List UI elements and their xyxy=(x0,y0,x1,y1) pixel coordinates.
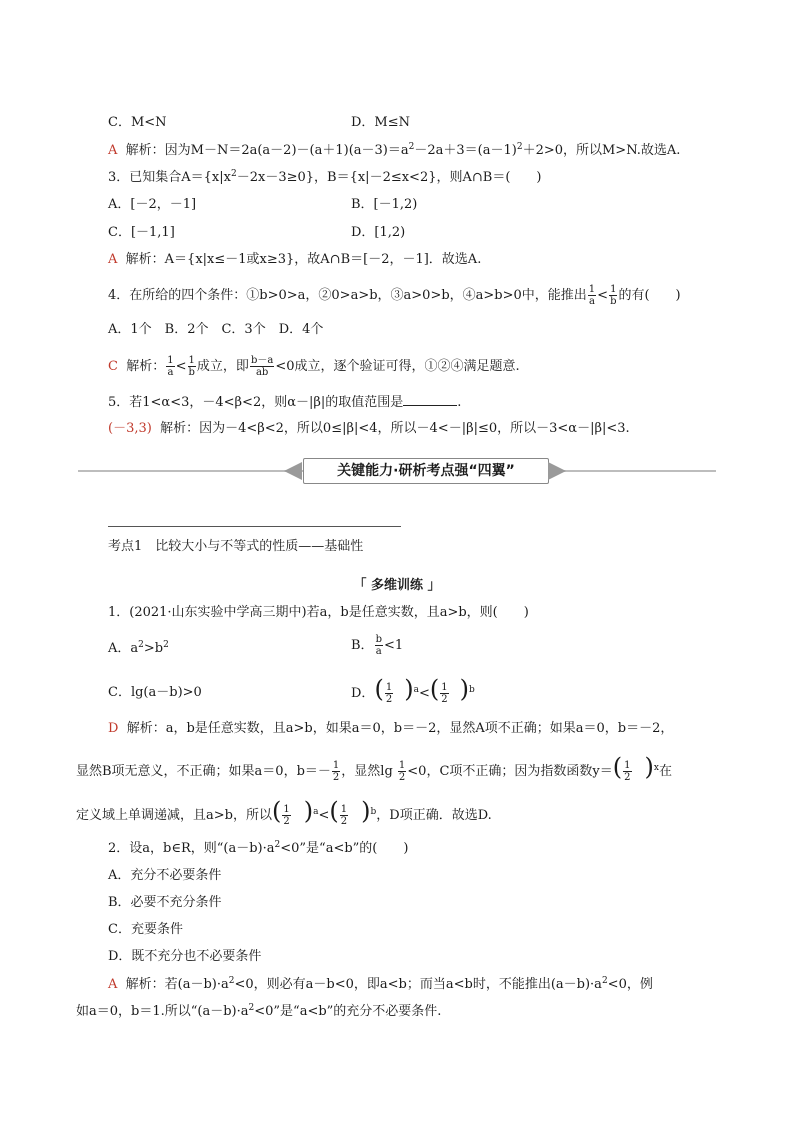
q3-option-c: C．[－1,1] xyxy=(108,225,175,240)
answer-7-line2: 如a＝0，b＝1.所以“$(a-b)\cdot a^2<0$”是“a<b”的充分不必要条件. xyxy=(76,1003,442,1019)
superscript: 2 xyxy=(408,142,415,152)
answer-tag: D xyxy=(108,721,119,736)
fraction: $\frac{b}{a}$ xyxy=(375,634,382,657)
answer-text: 解析：因为M－N＝2a(a－2)－(a＋1)(a－3)＝a xyxy=(125,143,409,158)
p1-option-b: B． $\frac{b}{a}$ <1 xyxy=(351,634,404,657)
question-text: 4．在所给的四个条件：①b>0>a，②0>a>b，③a>0>b，④a>b>0中，能推出 xyxy=(108,288,587,303)
answer-6-line3: 定义域上单调递减，且a>b，所以( $\frac{1}{2}$ )$^a$<( $\frac{1}{2}$ )$^b$，D项正确．故选D. xyxy=(76,797,492,827)
banner-right-wing xyxy=(548,462,566,480)
superscript: 2 xyxy=(230,169,237,179)
problem-1: 1．(2021·山东实验中学高三期中)若a，b是任意实数，且a>b，则( ) xyxy=(108,605,529,620)
question-text: 的有( ) xyxy=(618,288,681,303)
fraction: $\frac{1}{b}$ xyxy=(188,355,195,378)
answer-text: <0成立，逐个验证可得，①②④满足题意. xyxy=(275,359,520,374)
answer-tag: (－3,3) xyxy=(108,421,152,436)
question-text: 5．若1<α<3，－4<β<2，则α－|β|的取值范围是 xyxy=(108,395,404,410)
q3-option-b: B．[－1,2) xyxy=(351,197,418,212)
problem-2: 2．设a，b∈R，则“$(a-b)\cdot a^2<0$”是“a<b”的( ) xyxy=(108,840,409,856)
question-3 xyxy=(108,169,541,188)
fraction: $\frac{1}{a}$ xyxy=(167,355,174,378)
training-title: 「 多维训练 」 xyxy=(353,578,441,593)
fraction: $\frac{b-a}{ab}$ xyxy=(250,355,274,378)
answer-6-line1: D 解析：a，b是任意实数，且a>b，如果a＝0，b＝－2，显然A项不正确；如果a＝0，b＝－2， xyxy=(108,721,674,736)
fraction: $\frac{1}{a}$ xyxy=(588,284,596,307)
question-text: 3．已知集合A＝{x|x xyxy=(108,170,231,185)
p2-option-c: C．充要条件 xyxy=(108,922,183,937)
answer-text: 解析：因为－4<β<2，所以0≤|β|<4，所以－4<－|β|≤0，所以－3<α－|β|<3. xyxy=(160,421,630,436)
answer-text: ＋2>0，所以M>N.故选A. xyxy=(522,143,681,158)
answer-tag: C xyxy=(108,359,118,374)
p1-option-c: C．lg(a－b)>0 xyxy=(108,685,202,700)
q3-option-d: D．[1,2) xyxy=(351,225,406,240)
question-text: . xyxy=(457,395,462,410)
section-banner xyxy=(78,458,716,484)
answer-tag: A xyxy=(108,977,118,992)
p1-option-a: A．$a^2>b^2$ xyxy=(108,640,169,656)
question-4 xyxy=(108,284,681,308)
answer-tag: A xyxy=(108,252,118,267)
kaodian-heading: 考点1 比较大小与不等式的性质——基础性 xyxy=(108,539,364,554)
answer-text: 解析： xyxy=(126,359,166,374)
p2-option-a: A．充分不必要条件 xyxy=(108,868,222,883)
symbol: < xyxy=(175,359,187,374)
p2-option-d: D．既不充分也不必要条件 xyxy=(108,949,262,964)
option-c-m-less-n: C．M<N xyxy=(108,115,167,130)
fraction: $\frac{1}{b}$ xyxy=(610,284,617,307)
banner-left-wing xyxy=(284,462,302,480)
symbol: < xyxy=(597,288,609,303)
answer-text: 成立，即 xyxy=(196,359,249,374)
answer-text: 解析：A＝{x|x≤－1或x≥3}，故A∩B＝[－2，－1]．故选A. xyxy=(125,252,482,267)
answer-tag: A xyxy=(108,143,118,158)
answer-1 xyxy=(108,142,680,161)
answer-6-line2: 显然B项无意义，不正确；如果a＝0，b＝－ $\frac{1}{2}$ ，显然lg $\frac{1}{2}$ <0，C项不正确；因为指数函数y＝( $\frac{1}{2}$ )$^x$在 xyxy=(76,753,672,783)
answer-blank xyxy=(403,393,457,406)
question-text: －2x－3≥0}，B＝{x|－2≤x<2}，则A∩B＝( ) xyxy=(236,170,542,185)
superscript: 2 xyxy=(516,142,523,152)
answer-text: －2a＋3＝(a－1) xyxy=(414,143,517,158)
section-divider xyxy=(108,526,401,527)
answer-7-line1: A 解析：若$(a-b)\cdot a^2<0$，则必有a－b<0，即a<b；而当a<b时，不能推出$(a-b)\cdot a^2<0$，例 xyxy=(108,976,653,992)
answer-4 xyxy=(108,355,520,379)
answer-3 xyxy=(108,251,481,269)
q4-options: A．1个 B．2个 C．3个 D．4个 xyxy=(108,322,324,337)
q3-option-a: A．[－2，－1] xyxy=(108,197,197,212)
option-d-m-le-n: D．M≤N xyxy=(351,115,411,130)
p2-option-b: B．必要不充分条件 xyxy=(108,895,222,910)
question-5 xyxy=(108,393,461,412)
answer-5 xyxy=(108,420,630,438)
p1-option-d: D．( $\frac{1}{2}$ )$^a$<( $\frac{1}{2}$ )$^b$ xyxy=(351,675,475,705)
banner-title: 关键能力·研析考点强“四翼” xyxy=(303,458,549,484)
